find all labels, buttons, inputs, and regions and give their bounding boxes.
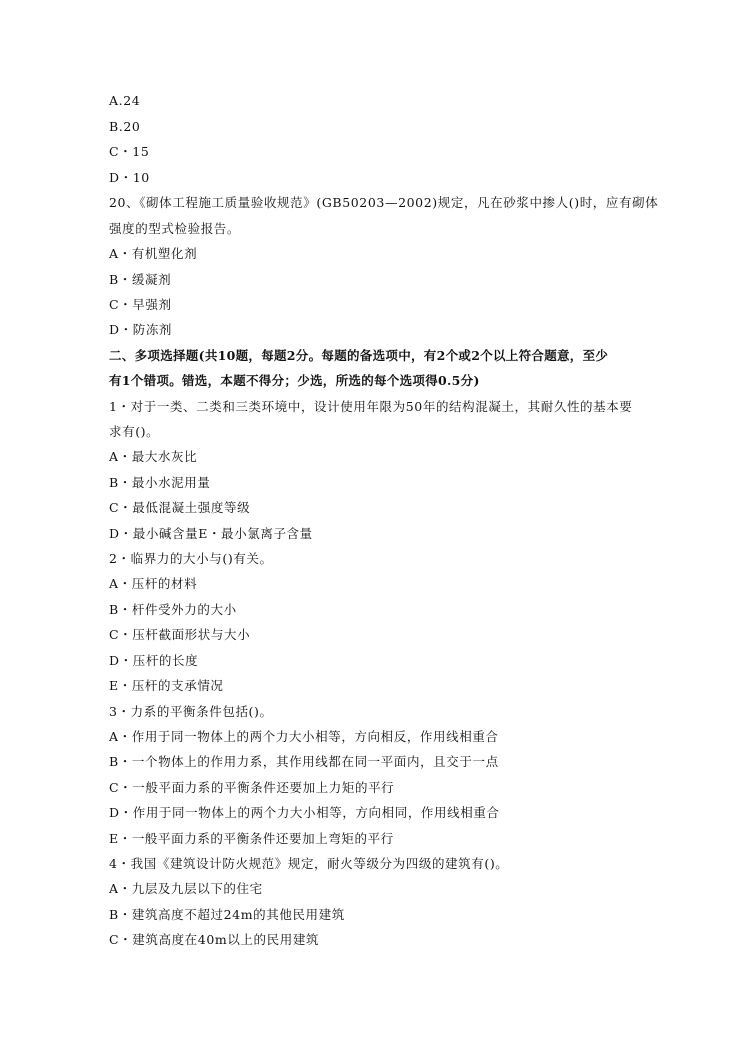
q20-option-d: D・防冻剂 [109, 322, 173, 337]
option-b-20: B.20 [109, 119, 141, 134]
question-20-line-1: 20、《砌体工程施工质量验收规范》(GB50203—2002)规定，凡在砂浆中掺人()时，应有砌体 [109, 195, 659, 210]
mq4-stem: 4・我国《建筑设计防火规范》规定，耐火等级分为四级的建筑有()。 [109, 856, 509, 871]
mq2-option-c: C・压杆截面形状与大小 [109, 627, 251, 642]
mq3-option-b: B・一个物体上的作用力系，其作用线都在同一平面内，且交于一点 [109, 754, 499, 769]
mq2-option-e: E・压杆的支承情况 [109, 678, 224, 693]
mq1-option-c: C・最低混凝土强度等级 [109, 500, 251, 515]
mq3-option-c: C・一般平面力系的平衡条件还要加上力矩的平行 [109, 780, 395, 795]
mq2-stem: 2・临界力的大小与()有关。 [109, 551, 273, 566]
mq1-line-2: 求有()。 [109, 424, 160, 439]
mq1-option-d-e: D・最小碱含量E・最小氯离子含量 [109, 526, 313, 541]
section-heading-line-1: 二、多项选择题(共10题，每题2分。每题的备选项中，有2个或2个以上符合题意，至少 [109, 348, 609, 363]
option-a-24: A.24 [109, 93, 141, 108]
mq3-stem: 3・力系的平衡条件包括()。 [109, 704, 273, 719]
mq3-option-a: A・作用于同一物体上的两个力大小相等，方向相反，作用线相重合 [109, 729, 499, 744]
section-heading-line-2: 有1个错项。错选，本题不得分；少选，所选的每个选项得0.5分) [109, 373, 480, 388]
question-20-line-2: 强度的型式检验报告。 [109, 221, 241, 236]
mq2-option-d: D・压杆的长度 [109, 653, 199, 668]
mq4-option-b: B・建筑高度不超过24m的其他民用建筑 [109, 907, 345, 922]
mq1-option-b: B・最小水泥用量 [109, 475, 211, 490]
mq3-option-e: E・一般平面力系的平衡条件还要加上弯矩的平行 [109, 831, 394, 846]
mq4-option-c: C・建筑高度在40m以上的民用建筑 [109, 932, 320, 947]
q20-option-b: B・缓凝剂 [109, 272, 172, 287]
mq2-option-b: B・杆件受外力的大小 [109, 602, 237, 617]
option-d-10: D・10 [109, 170, 150, 185]
q20-option-c: C・早强剂 [109, 297, 172, 312]
option-c-15: C・15 [109, 144, 150, 159]
mq1-line-1: 1・对于一类、二类和三类环境中，设计使用年限为50年的结构混凝土，其耐久性的基本要 [109, 399, 633, 414]
mq1-option-a: A・最大水灰比 [109, 449, 198, 464]
q20-option-a: A・有机塑化剂 [109, 246, 198, 261]
mq2-option-a: A・压杆的材料 [109, 576, 198, 591]
mq4-option-a: A・九层及九层以下的住宅 [109, 881, 263, 896]
mq3-option-d: D・作用于同一物体上的两个力大小相等，方向相同，作用线相重合 [109, 805, 500, 820]
